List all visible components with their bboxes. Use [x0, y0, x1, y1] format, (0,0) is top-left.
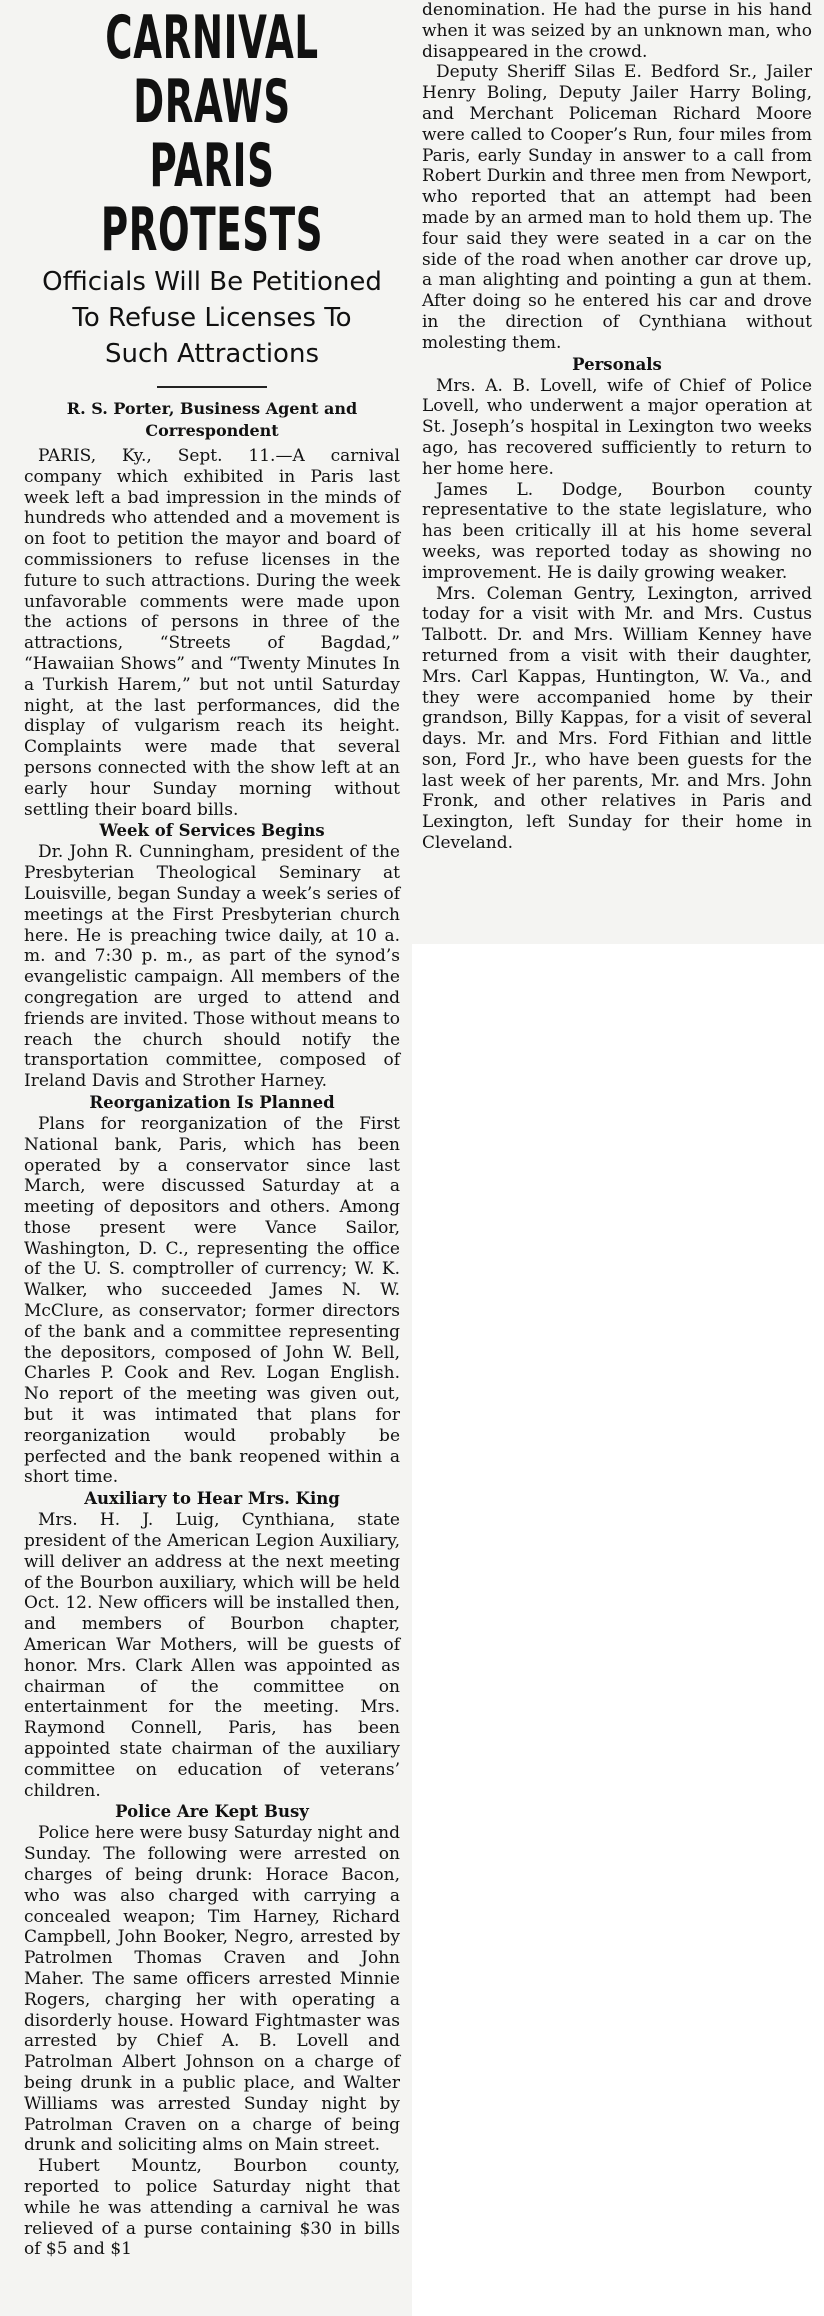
byline-line-1: R. S. Porter, Business Agent and: [66, 399, 358, 418]
section-title-services: Week of Services Begins: [99, 821, 325, 841]
article-police-purse: Hubert Mountz, Bourbon county, reported to police Saturday night that while he was attending a carnival he was relieved of a purse containing $30 in bills of $5 and $1: [24, 2156, 400, 2260]
article-sheriff: Deputy Sheriff Silas E. Bedford Sr., Jailer Henry Boling, Deputy Jailer Harry Boling, and Merchant Policeman Richard Moore were called to Cooper’s Run, four miles from Paris, early Sunday in answer to a call from Robert Durkin and three men from Newport, who reported that an attempt had been made by an armed man to hold them up. The four said they were seated in a car on the side of the road when another car drove up, a man alighting and pointing a gun at them. After doing so he entered his car and drove in the direction of Cynthiana without molesting them.: [422, 62, 812, 353]
article-personals-lovell: Mrs. A. B. Lovell, wife of Chief of Police Lovell, who underwent a major operation at St. Joseph’s hospital in Lexington two weeks ago, has recovered sufficiently to return to her home here.: [422, 375, 812, 479]
article-police-arrests: Police here were busy Saturday night and Sunday. The following were arrested on charges of being drunk: Horace Bacon, who was also charged with carrying a concealed weapon; Tim Harney, Richard Campbell, John Booker, Negro, arrested by Patrolmen Thomas Craven and John Maher. The same officers arrested Minnie Rogers, charging her with operating a disorderly house. Howard Fightmaster was arrested by Chief A. B. Lovell and Patrolman Albert Johnson on a charge of being drunk in a public place, and Walter Williams was arrested Sunday night by Patrolman Craven on a charge of being drunk and soliciting alms on Main street.: [24, 1823, 400, 2156]
byline: [24, 398, 400, 442]
headline-line-2: PARIS PROTESTS: [100, 131, 324, 265]
right-column: [412, 0, 824, 944]
article-auxiliary: Mrs. H. J. Luig, Cynthiana, state president of the American Legion Auxiliary, will deliver an address at the next meeting of the Bourbon auxiliary, which will be held Oct. 12. New officers will be installed then, and members of Bourbon chapter, American War Mothers, will be guests of honor. Mrs. Clark Allen was appointed as chairman of the committee on entertainment for the meeting. Mrs. Raymond Connell, Paris, has been appointed state chairman of the auxiliary committee on education of veterans’ children.: [24, 1510, 400, 1801]
article-personals-gentry: Mrs. Coleman Gentry, Lexington, arrived today for a visit with Mr. and Mrs. Custus Talbott. Dr. and Mrs. William Kenney have returned from a visit with their daughter, Mrs. Carl Kappas, Huntington, W. Va., and they were accompanied home by their grandson, Billy Kappas, for a visit of several days. Mr. and Mrs. Ford Fithian and little son, Ford Jr., who have been guests for the last week of her parents, Mr. and Mrs. John Fronk, and other relatives in Paris and Lexington, left Sunday for their home in Cleveland.: [422, 583, 812, 854]
subheadline: [24, 264, 400, 372]
headline-line-1: CARNIVAL DRAWS: [105, 3, 319, 137]
headline: [40, 3, 385, 265]
article-services: Dr. John R. Cunningham, president of the Presbyterian Theological Seminary at Louisville, began Sunday a week’s series of meetings at the First Presbyterian church here. He is preaching twice daily, at 10 a. m. and 7:30 p. m., as part of the synod’s evangelistic campaign. All members of the congregation are urged to attend and friends are invited. Those without means to reach the church should notify the transportation committee, composed of Ireland Davis and Strother Harney.: [24, 842, 400, 1092]
subheadline-line-1: Officials Will Be Petitioned: [42, 267, 382, 297]
subheadline-line-2: To Refuse Licenses To: [72, 303, 352, 333]
section-title-reorganization: Reorganization Is Planned: [89, 1092, 335, 1112]
section-title-auxiliary: Auxiliary to Hear Mrs. King: [84, 1489, 340, 1509]
article-reorganization: Plans for reorganization of the First National bank, Paris, which has been operated by a conservator since last March, were discussed Saturday at a meeting of depositors and others. Among those present were Vance Sailor, Washington, D. C., representing the office of the U. S. comptroller of currency; W. K. Walker, who succeeded James N. W. McClure, as conservator; former directors of the bank and a committee representing the depositors, composed of John W. Bell, Charles P. Cook and Rev. Logan English. No report of the meeting was given out, but it was intimated that plans for reorganization would probably be perfected and the bank reopened within a short time.: [24, 1113, 400, 1488]
article-carnival: PARIS, Ky., Sept. 11.—A carnival company which exhibited in Paris last week left a bad impression in the minds of hundreds who attended and a movement is on foot to petition the mayor and board of commissioners to refuse licenses in the future to such attractions. During the week unfavorable comments were made upon the actions of persons in three of the attractions, “Streets of Bagdad,” “Hawaiian Shows” and “Twenty Minutes In a Turkish Harem,” but not until Saturday night, at the last performances, did the display of vulgarism reach its height. Complaints were made that several persons connected with the show left at an early hour Sunday morning without settling their board bills.: [24, 446, 400, 820]
divider-rule: [157, 386, 267, 388]
section-title-police: Police Are Kept Busy: [115, 1802, 309, 1822]
subheadline-line-3: Such Attractions: [104, 339, 319, 369]
byline-line-2: Correspondent: [145, 421, 279, 440]
article-police-purse-continued: denomination. He had the purse in his hand when it was seized by an unknown man, who disappeared in the crowd.: [422, 0, 812, 62]
section-title-personals: Personals: [572, 354, 662, 374]
article-personals-dodge: James L. Dodge, Bourbon county representative to the state legislature, who has been critically ill at his home several weeks, was reported today as showing no improvement. He is daily growing weaker.: [422, 479, 812, 583]
